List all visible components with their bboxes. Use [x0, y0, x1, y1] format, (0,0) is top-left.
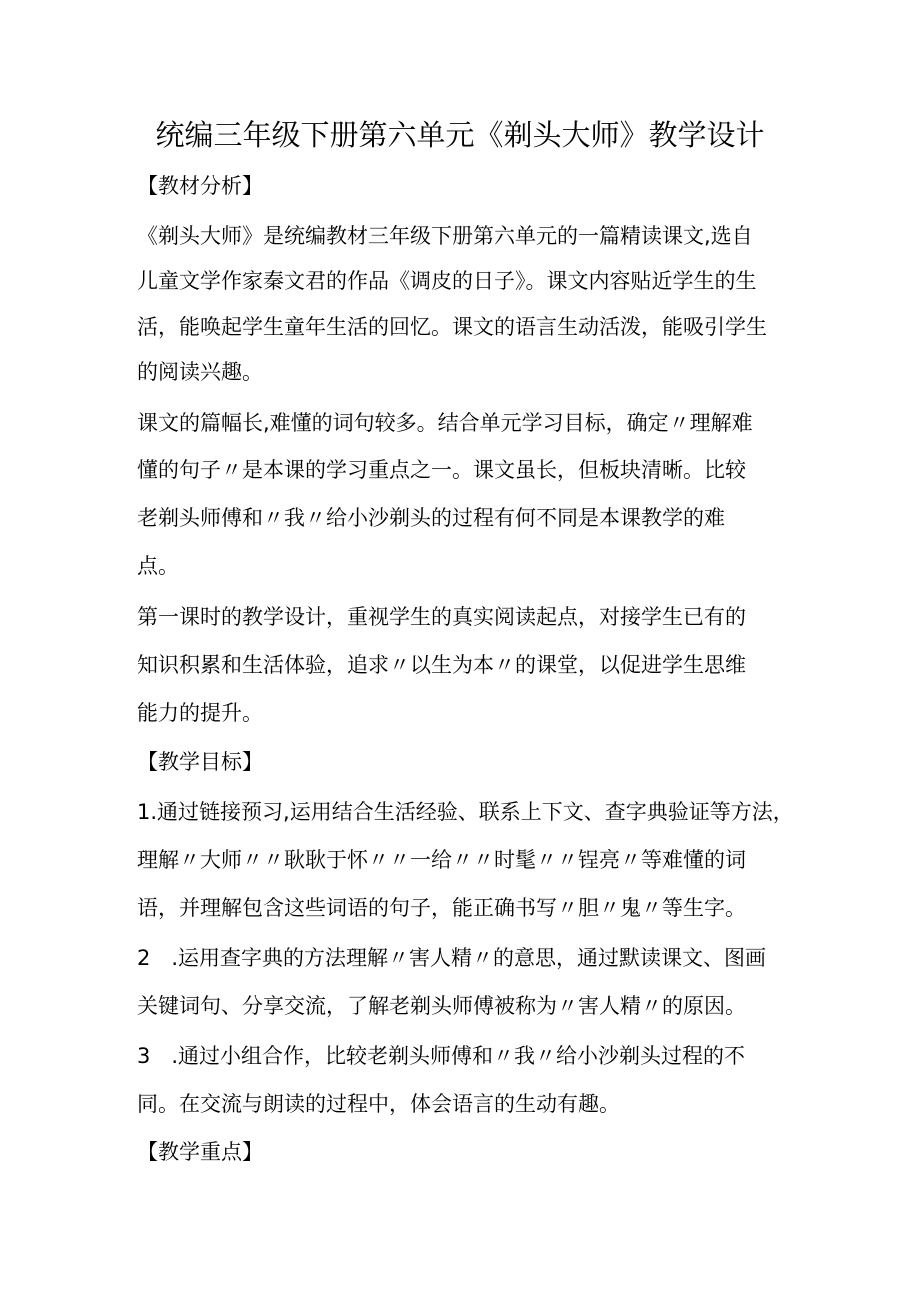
goal-line: 理解〃大师〃〃耿耿于怀〃〃一给〃〃时髦〃〃锃亮〃等难懂的词	[137, 848, 746, 872]
paragraph-line: 第一课时的教学设计，重视学生的真实阅读起点，对接学生已有的	[137, 605, 746, 629]
paragraph-line: 儿童文学作家秦文君的作品《调皮的日子》。课文内容贴近学生的生	[137, 269, 757, 293]
goal-line: 同。在交流与朗读的过程中，体会语言的生动有趣。	[137, 1092, 620, 1116]
paragraph-line: 老剃头师傅和〃我〃给小沙剃头的过程有何不同是本课教学的难	[137, 506, 725, 530]
goal-line: 关键词句、分享交流，了解老剃头师傅被称为〃害人精〃的原因。	[137, 994, 746, 1018]
page-title: 统编三年级下册第六单元《剃头大师》教学设计	[155, 118, 765, 152]
section-heading-goals: 【教学目标】	[137, 750, 263, 774]
paragraph-line: 知识积累和生活体验，追求〃以生为本〃的课堂，以促进学生思维	[137, 653, 746, 677]
goal-line: 1.通过链接预习,运用结合生活经验、联系上下文、查字典验证等方法，	[137, 800, 794, 824]
section-heading-analysis: 【教材分析】	[137, 174, 263, 198]
goal-line: 2 .运用查字典的方法理解〃害人精〃的意思，通过默读课文、图画	[137, 946, 767, 970]
section-heading-key-points: 【教学重点】	[137, 1140, 263, 1164]
goal-line: 语，并理解包含这些词语的句子，能正确书写〃胆〃鬼〃等生字。	[137, 896, 746, 920]
paragraph-line: 能力的提升。	[137, 701, 263, 725]
paragraph-line: 懂的句子〃是本课的学习重点之一。课文虽长，但板块清晰。比较	[137, 458, 746, 482]
paragraph-line: 《剃头大师》是统编教材三年级下册第六单元的一篇精读课文,选自	[137, 224, 753, 248]
paragraph-line: 活，能唤起学生童年生活的回忆。课文的语言生动活泼，能吸引学生	[137, 315, 767, 339]
paragraph-line: 课文的篇幅长,难懂的词句较多。结合单元学习目标，确定〃理解难	[137, 411, 753, 435]
paragraph-line: 点。	[137, 554, 179, 578]
goal-line: 3 .通过小组合作，比较老剃头师傅和〃我〃给小沙剃头过程的不	[137, 1044, 746, 1068]
paragraph-line: 的阅读兴趣。	[137, 360, 263, 384]
